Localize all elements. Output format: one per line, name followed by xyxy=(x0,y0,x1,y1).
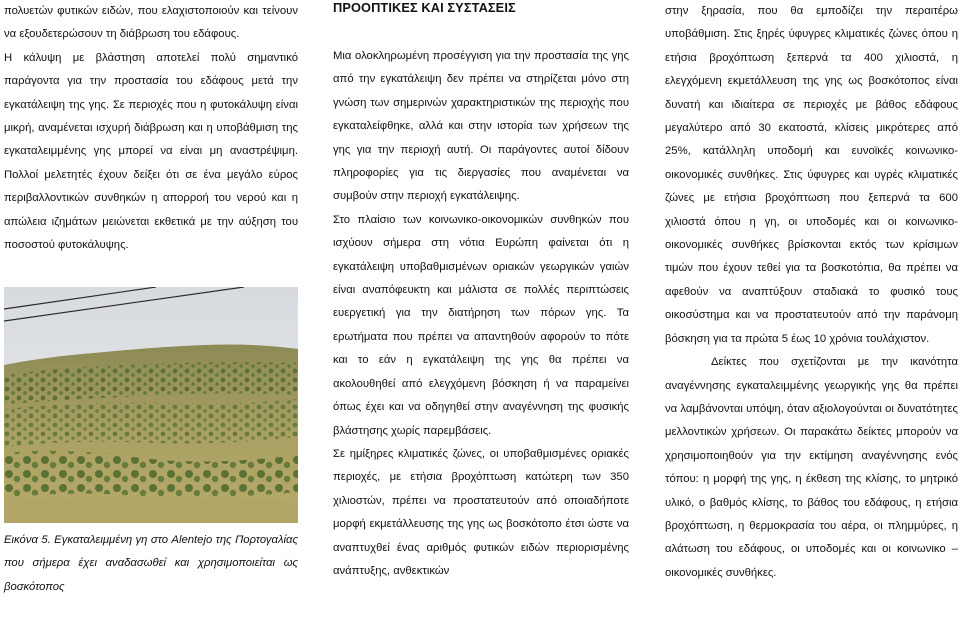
section-heading: ΠΡΟΟΠΤΙΚΕΣ ΚΑΙ ΣΥΣΤΑΣΕΙΣ xyxy=(333,0,516,15)
paragraph-integrated-approach: Μια ολοκληρωμένη προσέγγιση για την προστασία της γης από την εγκατάλειψη δεν πρέπει να στηρίζεται μόνο στη γνώση των σημερινών χαρακτηριστικών της περιοχής που εγκαταλείφθηκε, αλλά και στην ιστορία των χρήσεων της γης για την περιοχή αυτή. Οι παράγοντες αυτοί δίδουν πληροφορίες για τις διεργασίες που αναμένεται να συμβούν στην περιοχή εγκατάλειψης. xyxy=(333,50,629,203)
paragraph-socioeconomic: Στο πλαίσιο των κοινωνικο-οικονομικών συνθηκών που ισχύουν σήμερα στη νότια Ευρώπη φαίνεται ότι η εγκατάλειψη υποβαθμισμένων οριακών γεωργικών γαιών είναι αναπόφευκτη και μάλιστα σε πολλές περιπτώσεις ευεργετική για την διατήρηση των πόρων γης. Τα ερωτήματα που πρέπει να απαντηθούν αφορούν το πότε και το εάν η εγκατάλειψη της γης θα πρέπει να ακολουθηθεί από ελεγχόμενη βόσκηση ή να παραμείνει όπως έχει και να οδηγηθεί στην αναγέννηση της φυσικής βλάστησης χωρίς παρεμβάσεις. xyxy=(333,213,629,437)
paragraph-continued: πολυετών φυτικών ειδών, που ελαχιστοποιούν και τείνουν να εξουδετερώσουν τη διάβρωση του εδάφους. xyxy=(4,5,298,41)
column-middle xyxy=(333,45,629,583)
column-right xyxy=(665,0,958,585)
figure-abandoned-land-photo xyxy=(4,287,298,523)
paragraph-indicators: Δείκτες που σχετίζονται με την ικανότητα αναγέννησης εγκαταλειμμένης γεωργικής γης θα πρέπει να λαμβάνονται υπόψη, όταν αξιολογούνται οι δυνατότητες μελλοντικών χρήσεων. Οι παρακάτω δείκτες μπορούν να χρησιμοποιηθούν για την εκτίμηση αναγέννησης ενός τόπου: η μορφή της γης, η έκθεση της κλίσης, το μητρικό υλικό, ο βαθμός κλίσης, το βάθος του εδάφους, η ετήσια βροχόπτωση, η θερμοκρασία του αέρα, οι πλημμύρες, η αλάτωση του εδάφους, οι υποδομές και οι κοινωνικο – οικονομικές συνθήκες. xyxy=(665,356,958,579)
paragraph-semiarid-zones: Σε ημίξηρες κλιματικές ζώνες, οι υποβαθμισμένες οριακές περιοχές, με ετήσια βροχόπτωση κατώτερη των 350 χιλιοστών, πρέπει να προστατευτούν από οποιαδήποτε μορφή εκμετάλλευσης της γης ως βοσκότοπο έτσι ώστε να αναπτυχθεί ένας αριθμός φυτικών ειδών περιορισμένης ανάπτυξης, ανθεκτικών xyxy=(333,447,629,577)
paragraph-climate-zones: στην ξηρασία, που θα εμποδίζει την περαιτέρω υποβάθμιση. Στις ξηρές ύφυγρες κλιματικές ζώνες όπου η ετήσια βροχόπτωση ξεπερνά τα 400 χιλιοστά, η ελεγχόμενη εκμετάλλευση της γης ως βοσκότοπος είναι δυνατή και ιδιαίτερα σε περιοχές με βάθος εδάφους μεγαλύτερο από 30 εκατοστά, κλίσεις μικρότερες από 25%, κατάλληλη υποδομή και ευνοϊκές κοινωνικο-οικονομικές συνθήκες. Στις ύφυγρες και υγρές κλιματικές ζώνες με ετήσια βροχόπτωση που ξεπερνά τα 600 χιλιοστά όπου η γη, οι υποδομές και οι κοινωνικο-οικονομικές συνθήκες βρίσκονται εκτός των κρίσιμων τιμών που έχουν τεθεί για τα βοσκοτόπια, θα πρέπει να αφεθούν να αναπτύξουν σταδιακά το φυσικό τους οικοσύστημα και να προστατευτούν από την παράνομη βόσκηση για τα πρώτα 5 έως 10 χρόνια τουλάχιστον. xyxy=(665,5,958,345)
figure-caption: Εικόνα 5. Εγκαταλειμμένη γη στο Alentejo της Πορτογαλίας που σήμερα έχει αναδασωθεί και χρησιμοποιείται ως βοσκότοπος xyxy=(4,534,298,593)
paragraph-vegetation-cover: Η κάλυψη με βλάστηση αποτελεί πολύ σημαντικό παράγοντα για την προστασία του εδάφους μετά την εγκατάλειψη της γης. Σε περιοχές που η φυτοκάλυψη είναι μικρή, αναμένεται ισχυρή διάβρωση και η υποβάθμιση της εγκαταλειμμένης γης μπορεί να είναι μη αναστρέψιμη. Πολλοί μελετητές έχουν δείξει ότι σε ένα μεγάλο εύρος περιβαλλοντικών συνθηκών η απορροή του νερού και η απώλεια ιζημάτων μειώνεται εκθετικά με την αύξηση του ποσοστού φυτοκάλυψης. xyxy=(4,51,298,252)
column-left xyxy=(4,0,298,257)
landscape-image xyxy=(4,287,298,523)
